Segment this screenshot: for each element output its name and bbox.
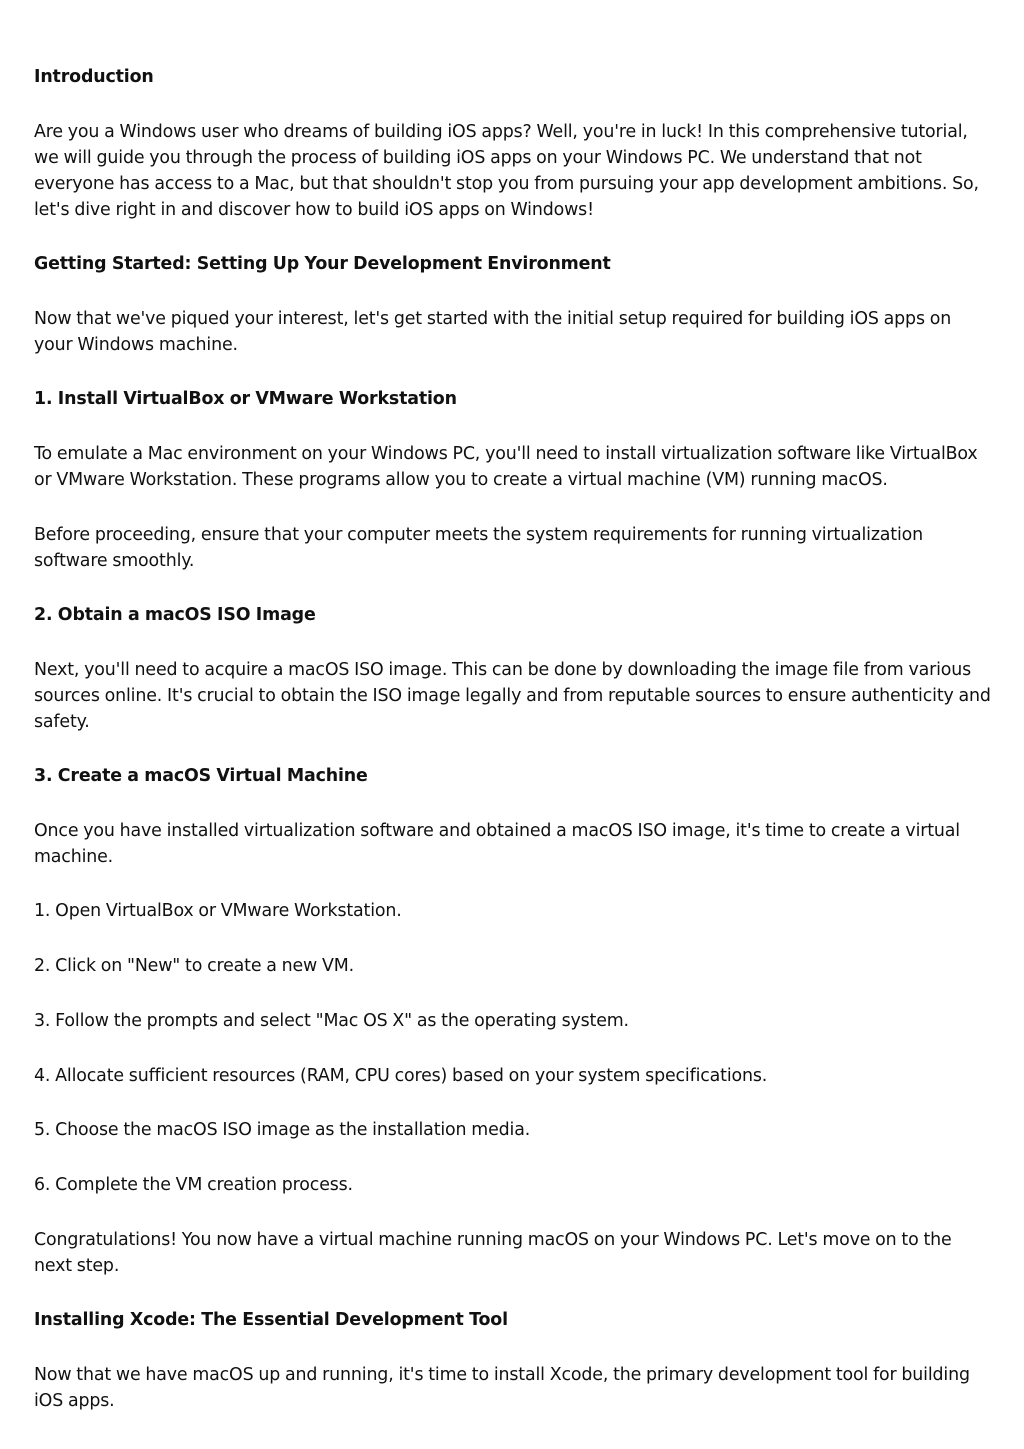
paragraph-step-1-requirements: Before proceeding, ensure that your computer meets the system requirements for running virtualization software smoothly. [34,525,924,571]
paragraph-step-1-virtualization: To emulate a Mac environment on your Windows PC, you'll need to install virtualization software like VirtualBox or VMware Workstation. These programs allow you to create a virtual machine (VM) running macOS. [34,444,978,490]
paragraph-congratulations: Congratulations! You now have a virtual machine running macOS on your Windows PC. Let's move on to the next step. [34,1230,952,1276]
heading-step-1: 1. Install VirtualBox or VMware Workstation [34,389,457,409]
paragraph-getting-started: Now that we've piqued your interest, let's get started with the initial setup required for building iOS apps on your Windows machine. [34,309,952,355]
list-item: 4. Allocate sufficient resources (RAM, CPU cores) based on your system specifications. [34,1066,768,1086]
list-item: 1. Open VirtualBox or VMware Workstation. [34,901,402,921]
list-item: 5. Choose the macOS ISO image as the installation media. [34,1120,531,1140]
paragraph-step-3: Once you have installed virtualization software and obtained a macOS ISO image, it's time to create a virtual machine. [34,821,960,867]
paragraph-introduction: Are you a Windows user who dreams of building iOS apps? Well, you're in luck! In this comprehensive tutorial, we will guide you through the process of building iOS apps on your Windows PC. We understand that not everyone has access to a Mac, but that shouldn't stop you from pursuing your app development ambitions. So, let's dive right in and discover how to build iOS apps on Windows! [34,122,979,220]
list-item: 3. Follow the prompts and select "Mac OS X" as the operating system. [34,1011,629,1031]
heading-getting-started: Getting Started: Setting Up Your Development Environment [34,254,611,274]
list-item: 2. Click on "New" to create a new VM. [34,956,354,976]
heading-introduction: Introduction [34,67,154,87]
paragraph-step-2: Next, you'll need to acquire a macOS ISO image. This can be done by downloading the image file from various sources online. It's crucial to obtain the ISO image legally and from reputable sources to ensure authenticity and safety. [34,660,991,732]
heading-step-3: 3. Create a macOS Virtual Machine [34,766,368,786]
list-item: 6. Complete the VM creation process. [34,1175,353,1195]
paragraph-installing-xcode: Now that we have macOS up and running, it's time to install Xcode, the primary development tool for building iOS apps. [34,1365,970,1411]
heading-installing-xcode: Installing Xcode: The Essential Development Tool [34,1310,508,1330]
heading-step-2: 2. Obtain a macOS ISO Image [34,605,316,625]
